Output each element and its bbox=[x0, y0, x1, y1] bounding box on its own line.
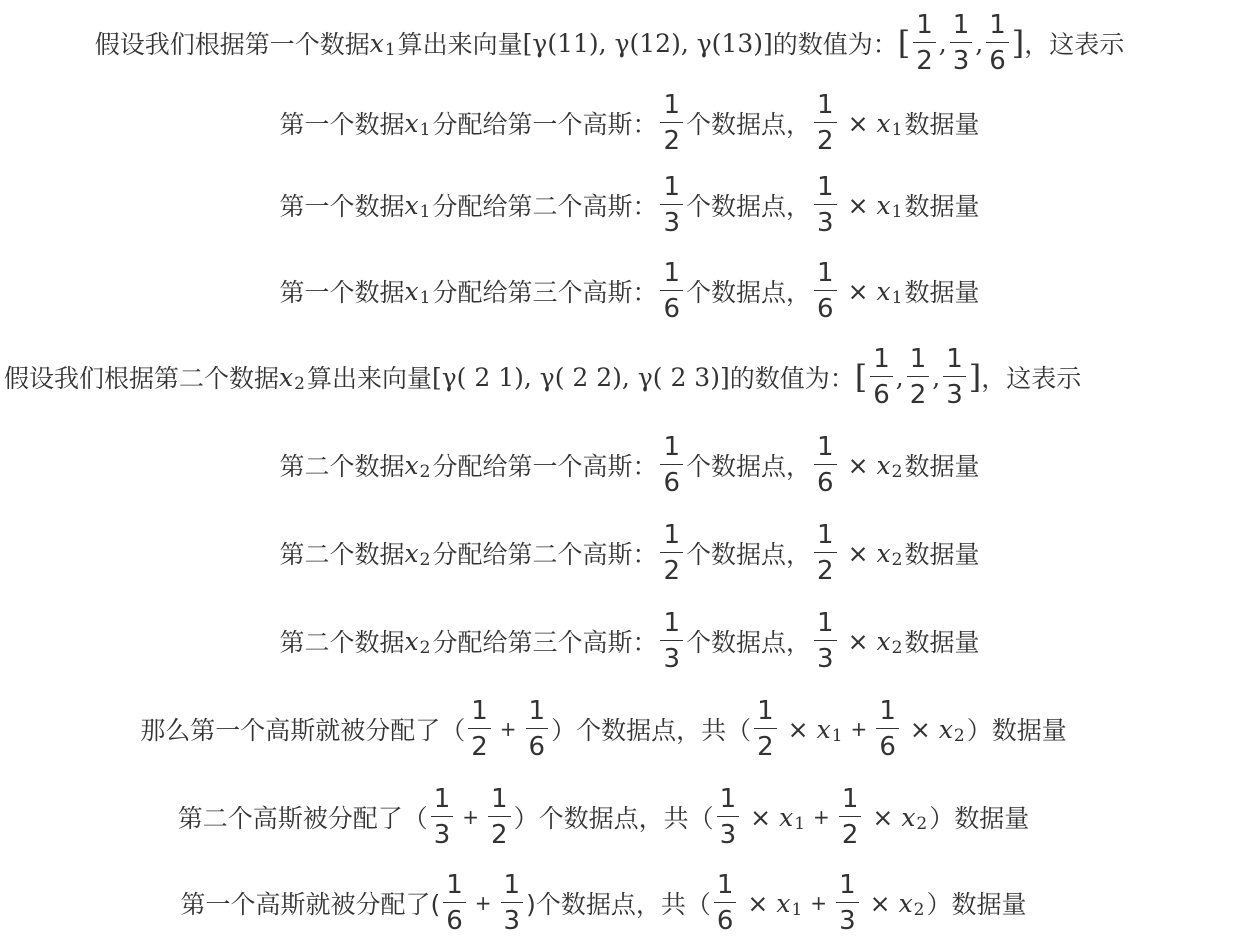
var-x: x bbox=[369, 28, 384, 58]
gamma-vector: [γ(11), γ(12), γ(13)] bbox=[522, 28, 773, 58]
times-sign: × bbox=[872, 802, 894, 832]
plus-sign: + bbox=[810, 891, 828, 915]
denominator: 6 bbox=[817, 468, 834, 499]
summary-text: ）数据量 bbox=[929, 804, 1030, 833]
denominator: 6 bbox=[663, 294, 681, 325]
numerator: 1 bbox=[446, 869, 463, 900]
times-sign: × bbox=[847, 190, 869, 220]
fraction bbox=[660, 519, 683, 587]
denominator: 2 bbox=[757, 732, 774, 763]
var-x: x bbox=[876, 450, 891, 480]
assignment-row bbox=[0, 598, 1259, 684]
denominator: 3 bbox=[946, 380, 963, 411]
fraction bbox=[836, 869, 859, 937]
fraction bbox=[468, 695, 491, 763]
summary-row bbox=[0, 686, 1233, 772]
fraction bbox=[660, 431, 683, 499]
plus-sign: + bbox=[499, 717, 517, 741]
intro-text: 算出来向量 bbox=[397, 30, 523, 59]
numerator: 1 bbox=[663, 171, 681, 202]
bracket-close: ] bbox=[968, 358, 982, 396]
numerator: 1 bbox=[719, 783, 737, 814]
var-x: x bbox=[876, 276, 891, 306]
numerator: 1 bbox=[817, 257, 834, 288]
numerator: 1 bbox=[817, 171, 834, 202]
var-x: x bbox=[776, 888, 791, 918]
denominator: 3 bbox=[839, 906, 856, 937]
plus-sign: + bbox=[462, 805, 480, 829]
fraction bbox=[660, 171, 683, 239]
numerator: 1 bbox=[952, 9, 970, 40]
fraction bbox=[913, 9, 936, 77]
var-sub: 2 bbox=[891, 550, 903, 570]
numerator: 1 bbox=[916, 9, 933, 40]
numerator: 1 bbox=[503, 869, 521, 900]
plus-sign: + bbox=[813, 805, 830, 829]
bracket-close: ] bbox=[1011, 24, 1025, 62]
assignment-row bbox=[0, 510, 1259, 596]
row-text: 分配给第一个高斯： bbox=[432, 110, 658, 139]
var-sub: 1 bbox=[891, 288, 903, 308]
row-text: 分配给第二个高斯： bbox=[432, 192, 658, 221]
numerator: 1 bbox=[839, 869, 856, 900]
fraction bbox=[839, 783, 862, 851]
fraction bbox=[526, 695, 549, 763]
plus-sign: + bbox=[850, 717, 868, 741]
intro-text: ，这表示 bbox=[981, 364, 1082, 393]
numerator: 1 bbox=[817, 431, 834, 462]
gamma-vector: [γ( 2 1), γ( 2 2), γ( 2 3)] bbox=[431, 362, 730, 392]
denominator: 3 bbox=[663, 644, 681, 675]
var-x: x bbox=[876, 538, 891, 568]
var-sub: 2 bbox=[294, 374, 305, 394]
fraction bbox=[986, 9, 1009, 77]
fraction bbox=[814, 431, 837, 499]
row-text: 个数据点， bbox=[686, 628, 812, 657]
denominator: 2 bbox=[817, 126, 834, 157]
fraction bbox=[814, 607, 837, 675]
numerator: 1 bbox=[663, 431, 681, 462]
fraction bbox=[870, 343, 893, 411]
denominator: 6 bbox=[446, 906, 463, 937]
assignment-row bbox=[0, 162, 1259, 248]
numerator: 1 bbox=[879, 695, 896, 726]
denominator: 6 bbox=[663, 468, 681, 499]
summary-text: 那么第一个高斯就被分配了（ bbox=[140, 716, 466, 745]
bracket-open: [ bbox=[854, 358, 868, 396]
row-text: 个数据点， bbox=[686, 192, 812, 221]
row-text: 分配给第二个高斯： bbox=[432, 540, 658, 569]
var-sub: 1 bbox=[831, 726, 843, 746]
fraction bbox=[717, 783, 740, 851]
var-sub: 2 bbox=[419, 462, 431, 482]
fraction bbox=[876, 695, 899, 763]
var-sub: 1 bbox=[384, 40, 396, 60]
var-sub: 2 bbox=[419, 550, 431, 570]
times-sign: × bbox=[909, 714, 931, 744]
var-x: x bbox=[404, 538, 419, 568]
summary-text: ）数据量 bbox=[966, 716, 1067, 745]
times-sign: × bbox=[787, 714, 809, 744]
var-x: x bbox=[779, 802, 794, 832]
denominator: 3 bbox=[817, 644, 834, 675]
denominator: 3 bbox=[952, 46, 970, 77]
fraction bbox=[814, 89, 837, 157]
fraction bbox=[950, 9, 973, 77]
denominator: 3 bbox=[719, 820, 737, 851]
assignment-row bbox=[0, 80, 1259, 166]
summary-text: ）个数据点，共（ bbox=[551, 716, 752, 745]
row-text: 分配给第一个高斯： bbox=[432, 452, 658, 481]
denominator: 2 bbox=[841, 820, 859, 851]
times-sign: × bbox=[847, 626, 869, 656]
row-text: 个数据点， bbox=[686, 110, 812, 139]
fraction bbox=[488, 783, 511, 851]
intro-text: 算出来向量 bbox=[306, 364, 432, 393]
numerator: 1 bbox=[663, 607, 681, 638]
numerator: 1 bbox=[471, 695, 488, 726]
numerator: 1 bbox=[663, 519, 681, 550]
summary-row bbox=[0, 774, 1233, 860]
numerator: 1 bbox=[716, 869, 734, 900]
bracket-open: [ bbox=[897, 24, 911, 62]
var-sub: 1 bbox=[794, 814, 806, 834]
row-text: 数据量 bbox=[904, 540, 980, 569]
intro-text: 假设我们根据第一个数据 bbox=[94, 30, 370, 59]
times-sign: × bbox=[869, 888, 891, 918]
numerator: 1 bbox=[841, 783, 859, 814]
denominator: 3 bbox=[663, 208, 681, 239]
var-x: x bbox=[404, 450, 419, 480]
denominator: 3 bbox=[503, 906, 521, 937]
denominator: 2 bbox=[663, 126, 681, 157]
var-x: x bbox=[816, 714, 831, 744]
row-text: 数据量 bbox=[904, 278, 980, 307]
denominator: 6 bbox=[989, 46, 1006, 77]
row-text: 数据量 bbox=[904, 628, 980, 657]
var-sub: 1 bbox=[891, 120, 903, 140]
var-sub: 1 bbox=[419, 288, 431, 308]
var-x: x bbox=[901, 802, 916, 832]
var-sub: 2 bbox=[953, 726, 965, 746]
numerator: 1 bbox=[946, 343, 963, 374]
var-x: x bbox=[876, 190, 891, 220]
times-sign: × bbox=[750, 802, 772, 832]
summary-text: 第一个高斯就被分配了( bbox=[180, 890, 441, 919]
numerator: 1 bbox=[817, 89, 834, 120]
var-sub: 1 bbox=[419, 202, 431, 222]
fraction bbox=[501, 869, 524, 937]
numerator: 1 bbox=[491, 783, 508, 814]
summary-text: )个数据点，共（ bbox=[526, 890, 711, 919]
intro-line-2: 假设我们根据第二个数据 x 2 算出来向量 [γ( 2 1), γ( 2 2), γ( 2 3)] 的数值为： [ $\frac{1}{6}$ , $\frac{1}{2}$ , $\frac{1}{3}$ ] ，这表示 bbox=[4, 343, 1082, 411]
denominator: 3 bbox=[433, 820, 451, 851]
plus-sign: + bbox=[474, 891, 492, 915]
assignment-row bbox=[0, 248, 1259, 334]
denominator: 6 bbox=[716, 906, 734, 937]
denominator: 6 bbox=[879, 732, 896, 763]
denominator: 6 bbox=[528, 732, 546, 763]
var-x: x bbox=[404, 276, 419, 306]
var-x: x bbox=[279, 362, 294, 392]
row-text: 个数据点， bbox=[686, 540, 812, 569]
row-text: 数据量 bbox=[904, 192, 980, 221]
row-text: 第二个数据 bbox=[279, 452, 405, 481]
numerator: 1 bbox=[663, 257, 681, 288]
fraction bbox=[714, 869, 737, 937]
denominator: 2 bbox=[909, 380, 927, 411]
var-sub: 1 bbox=[791, 900, 803, 920]
intro-text: 的数值为： bbox=[772, 30, 898, 59]
times-sign: × bbox=[747, 888, 769, 918]
summary-row bbox=[0, 860, 1233, 946]
row-text: 数据量 bbox=[904, 452, 980, 481]
var-sub: 2 bbox=[419, 638, 431, 658]
row-text: 分配给第三个高斯： bbox=[432, 278, 658, 307]
denominator: 2 bbox=[663, 556, 681, 587]
intro-line-1: 假设我们根据第一个数据 x 1 算出来向量 [γ(11), γ(12), γ(13)] 的数值为： [ $\frac{1}{2}$ , $\frac{1}{3}$ , $\frac{1}{6}$ ] ，这表示 bbox=[94, 9, 1125, 77]
var-x: x bbox=[404, 190, 419, 220]
var-x: x bbox=[898, 888, 913, 918]
fraction bbox=[660, 89, 683, 157]
var-sub: 2 bbox=[891, 638, 903, 658]
fraction bbox=[814, 257, 837, 325]
var-x: x bbox=[876, 626, 891, 656]
fraction bbox=[814, 171, 837, 239]
summary-text: ）数据量 bbox=[926, 890, 1027, 919]
row-text: 个数据点， bbox=[686, 278, 812, 307]
assignment-row bbox=[0, 422, 1259, 508]
intro-text: 的数值为： bbox=[729, 364, 855, 393]
row-text: 个数据点， bbox=[686, 452, 812, 481]
var-x: x bbox=[938, 714, 953, 744]
row-text: 第一个数据 bbox=[279, 110, 405, 139]
row-text: 第二个数据 bbox=[279, 628, 405, 657]
intro-text: 假设我们根据第二个数据 bbox=[4, 364, 280, 393]
times-sign: × bbox=[847, 538, 869, 568]
fraction bbox=[660, 257, 683, 325]
times-sign: × bbox=[847, 108, 869, 138]
denominator: 2 bbox=[817, 556, 834, 587]
var-x: x bbox=[404, 626, 419, 656]
denominator: 2 bbox=[491, 820, 508, 851]
times-sign: × bbox=[847, 276, 869, 306]
numerator: 1 bbox=[909, 343, 927, 374]
fraction bbox=[907, 343, 930, 411]
denominator: 3 bbox=[817, 208, 834, 239]
var-x: x bbox=[876, 108, 891, 138]
numerator: 1 bbox=[817, 519, 834, 550]
fraction bbox=[660, 607, 683, 675]
row-text: 第一个数据 bbox=[279, 278, 405, 307]
numerator: 1 bbox=[528, 695, 546, 726]
numerator: 1 bbox=[663, 89, 681, 120]
denominator: 2 bbox=[471, 732, 488, 763]
summary-text: ）个数据点，共（ bbox=[513, 804, 714, 833]
var-sub: 1 bbox=[891, 202, 903, 222]
numerator: 1 bbox=[989, 9, 1006, 40]
fraction bbox=[443, 869, 466, 937]
row-text: 数据量 bbox=[904, 110, 980, 139]
intro-text: ，这表示 bbox=[1024, 30, 1125, 59]
var-sub: 2 bbox=[916, 814, 928, 834]
row-text: 第一个数据 bbox=[279, 192, 405, 221]
fraction bbox=[943, 343, 966, 411]
row-text: 分配给第三个高斯： bbox=[432, 628, 658, 657]
denominator: 6 bbox=[873, 380, 890, 411]
numerator: 1 bbox=[757, 695, 774, 726]
summary-text: 第二个高斯被分配了（ bbox=[177, 804, 428, 833]
numerator: 1 bbox=[433, 783, 451, 814]
var-sub: 2 bbox=[891, 462, 903, 482]
denominator: 6 bbox=[817, 294, 834, 325]
var-sub: 1 bbox=[419, 120, 431, 140]
fraction bbox=[814, 519, 837, 587]
var-sub: 2 bbox=[913, 900, 925, 920]
var-x: x bbox=[404, 108, 419, 138]
numerator: 1 bbox=[873, 343, 890, 374]
times-sign: × bbox=[847, 450, 869, 480]
denominator: 2 bbox=[916, 46, 933, 77]
numerator: 1 bbox=[817, 607, 834, 638]
row-text: 第二个数据 bbox=[279, 540, 405, 569]
fraction bbox=[431, 783, 454, 851]
fraction bbox=[754, 695, 777, 763]
